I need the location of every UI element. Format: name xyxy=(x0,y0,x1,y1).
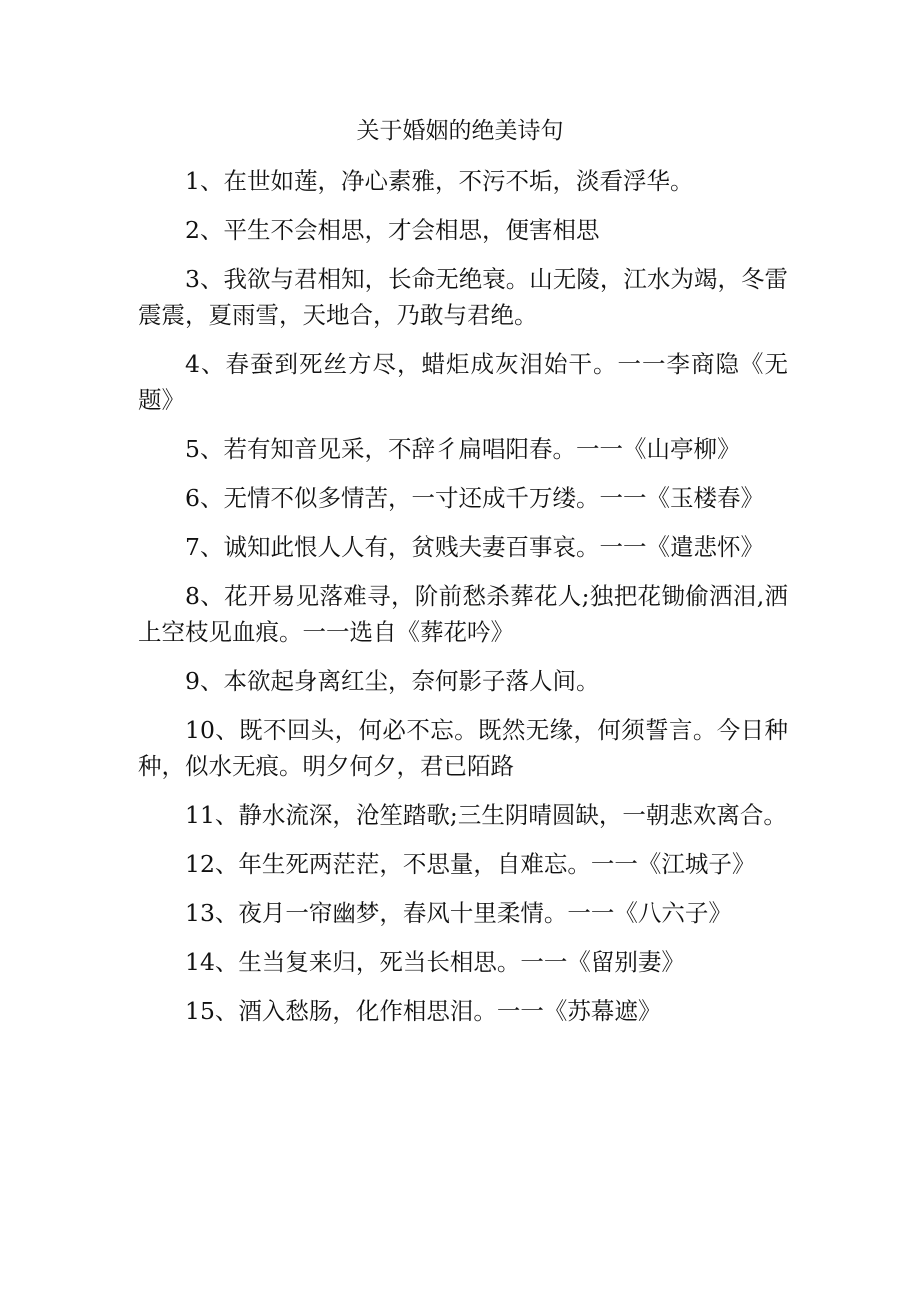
poem-item-1: 1、在世如莲，净心素雅，不污不垢，淡看浮华。 xyxy=(185,167,694,195)
poem-item-7: 7、诚知此恨人人有，贫贱夫妻百事哀。一一《遣悲怀》 xyxy=(185,533,764,561)
document-title: 关于婚姻的绝美诗句 xyxy=(356,118,564,144)
poem-item-8: 8、花开易见落难寻，阶前愁杀葬花人;独把花锄偷洒泪,洒上空枝见血痕。一一选自《葬花吟》 xyxy=(138,582,788,646)
poem-list xyxy=(138,163,788,1042)
poem-item-6: 6、无情不似多情苦，一寸还成千万缕。一一《玉楼春》 xyxy=(185,484,764,512)
poem-item-9: 9、本欲起身离红尘，奈何影子落人间。 xyxy=(185,667,600,695)
poem-item-15: 15、酒入愁肠，化作相思泪。一一《苏幕遮》 xyxy=(185,997,662,1025)
poem-item-4: 4、春蚕到死丝方尽，蜡炬成灰泪始干。一一李商隐《无题》 xyxy=(138,350,788,414)
poem-item-11: 11、静水流深，沧笙踏歌;三生阴晴圆缺，一朝悲欢离合。 xyxy=(185,801,787,829)
poem-item-5: 5、若有知音见采，不辞彳扁唱阳春。一一《山亭柳》 xyxy=(185,435,741,463)
poem-item-13: 13、夜月一帘幽梦，春风十里柔情。一一《八六子》 xyxy=(185,899,732,927)
poem-item-12: 12、年生死两茫茫，不思量，自难忘。一一《江城子》 xyxy=(185,850,756,878)
poem-item-3: 3、我欲与君相知，长命无绝衰。山无陵，江水为竭，冬雷震震，夏雨雪，天地合，乃敢与君绝。 xyxy=(138,265,788,329)
poem-item-14: 14、生当复来归，死当长相思。一一《留别妻》 xyxy=(185,948,685,976)
poem-item-10: 10、既不回头，何必不忘。既然无缘，何须誓言。今日种种，似水无痕。明夕何夕，君已陌路 xyxy=(138,716,788,780)
poem-item-2: 2、平生不会相思，才会相思，便害相思 xyxy=(185,216,600,244)
